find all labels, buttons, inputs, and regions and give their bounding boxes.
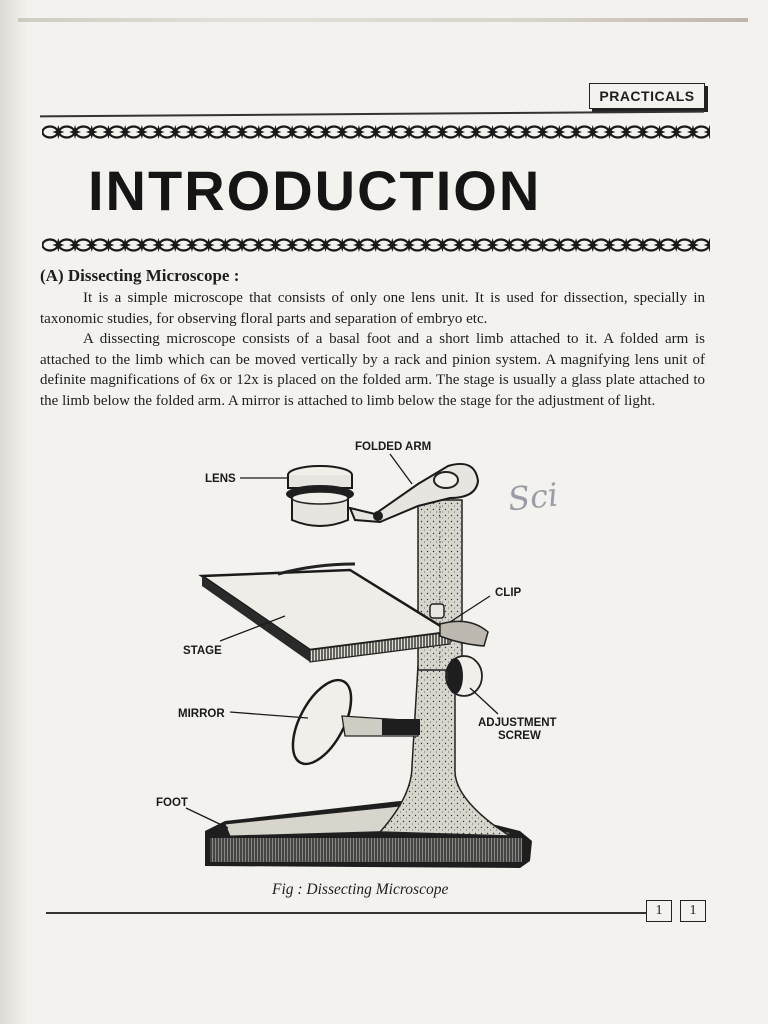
label-adjustment: ADJUSTMENT	[478, 717, 557, 729]
page-edge-shadow	[18, 18, 748, 22]
label-clip: CLIP	[495, 587, 522, 599]
label-stage: STAGE	[183, 645, 222, 657]
figure-caption: Fig : Dissecting Microscope	[272, 881, 449, 898]
paragraph-1: It is a simple microscope that consists of only one lens unit. It is used for dissection, specially in taxonomic studies, for observing floral parts and separation of embryo etc.	[40, 290, 705, 327]
stage-part	[202, 564, 450, 662]
label-foot: FOOT	[156, 797, 188, 809]
limb-part	[380, 500, 510, 836]
chain-border-bottom	[42, 235, 710, 255]
label-mirror: MIRROR	[178, 708, 225, 720]
page-title: INTRODUCTION	[88, 159, 542, 222]
chain-border-top	[42, 122, 710, 142]
page-number-box-1: 1	[646, 900, 672, 922]
mirror-part	[281, 671, 420, 773]
page-binding-shadow	[0, 0, 28, 1024]
microscope-figure	[150, 436, 590, 876]
label-folded-arm: FOLDED ARM	[355, 441, 432, 453]
bottom-rule	[46, 912, 648, 914]
label-screw: SCREW	[498, 730, 541, 742]
section-heading: (A) Dissecting Microscope :	[40, 266, 240, 285]
adjustment-screw-part	[446, 656, 482, 696]
section-tag: PRACTICALS	[589, 83, 705, 109]
top-rule	[40, 111, 704, 117]
lens-part	[286, 466, 354, 526]
page-number-box-2: 1	[680, 900, 706, 922]
paragraph-2: A dissecting microscope consists of a basal foot and a short limb attached to it. A folded arm is attached to the limb which can be moved vertically by a rack and pinion system. A magnifying lens unit of definite magnifications of 6x or 12x is placed on the folded arm. The stage is usually a glass plate attached to the limb below the folded arm. A mirror is attached to limb below the stage for the adjustment of light.	[40, 331, 705, 409]
label-lens: LENS	[205, 473, 236, 485]
handwritten-note: Sci	[506, 475, 560, 519]
